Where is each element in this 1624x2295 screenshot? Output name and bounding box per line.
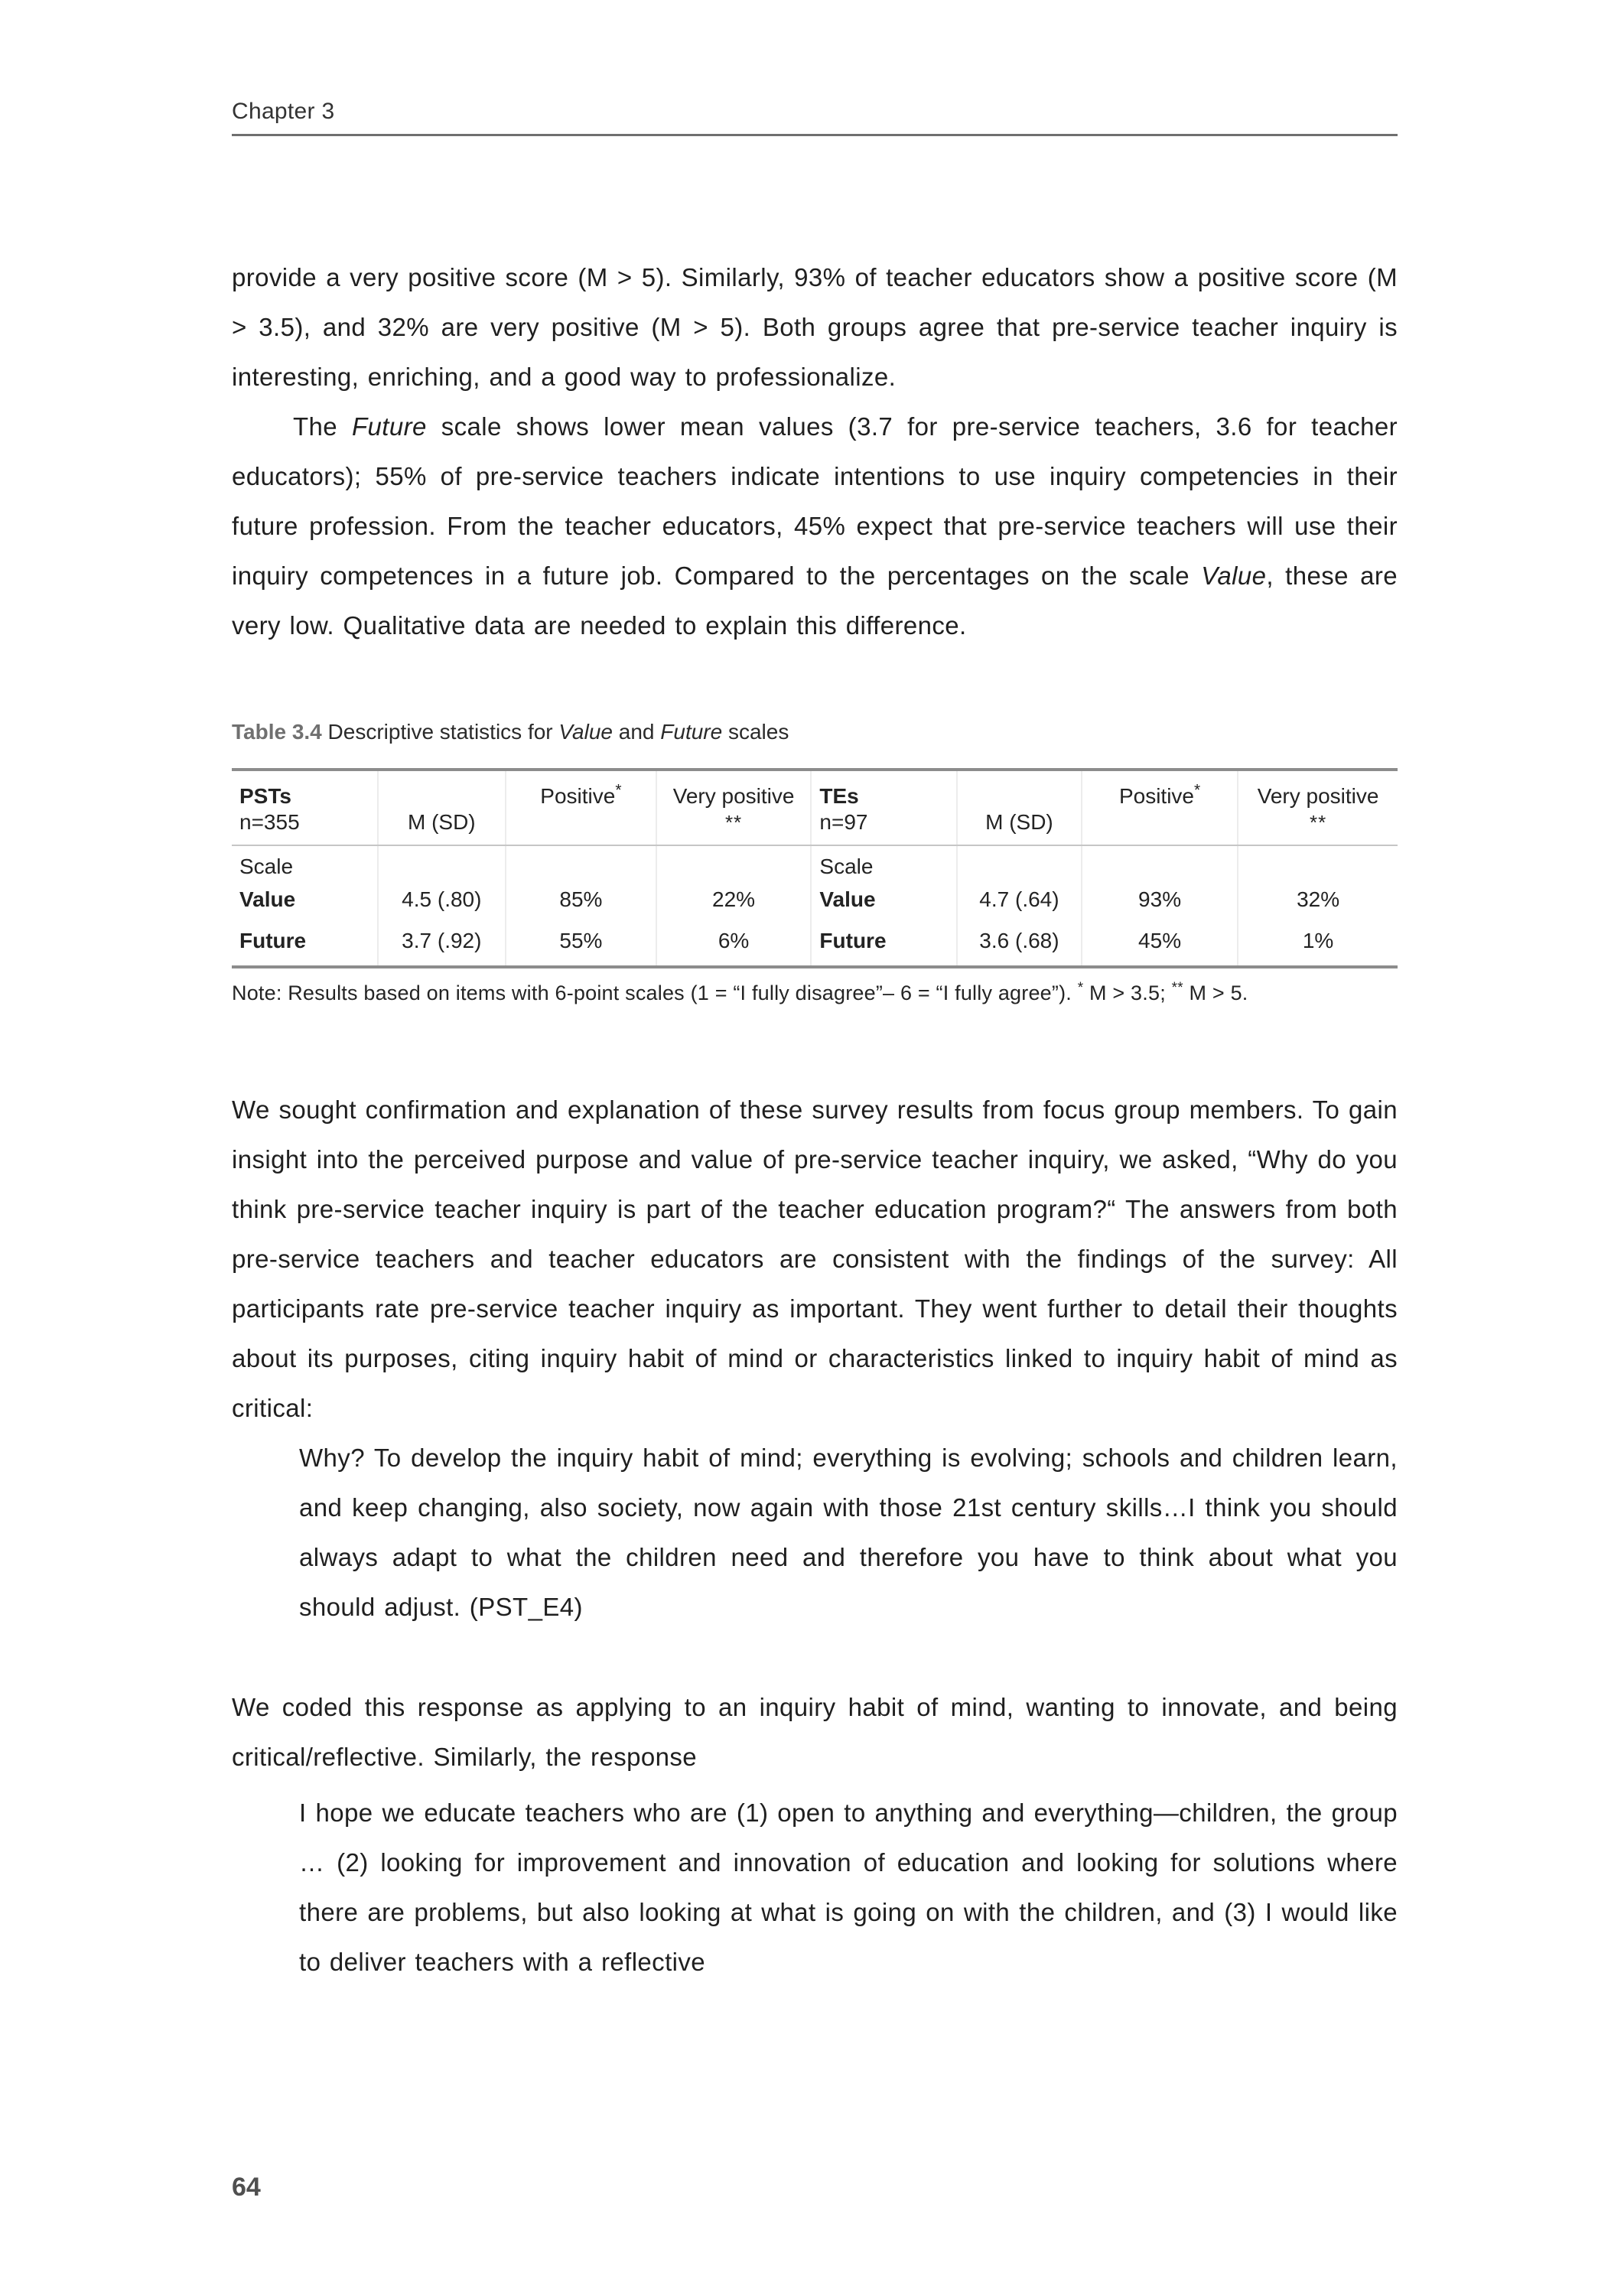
table-cell: 32%: [1238, 880, 1398, 921]
header-cell-positive: Positive*: [506, 770, 656, 809]
table-cell-empty: [1082, 845, 1238, 880]
header-cell-psts: PSTs: [239, 784, 291, 808]
table-row-scale: [232, 845, 1398, 880]
chapter-label: Chapter 3: [232, 99, 335, 124]
header-cell-n355: n=355: [232, 809, 378, 845]
scale-label: Scale: [811, 845, 957, 880]
table-row-value: [232, 880, 1398, 921]
table-cell: 22%: [656, 880, 812, 921]
descriptive-statistics-table: [232, 768, 1398, 968]
table-caption-text: scales: [722, 720, 789, 744]
table-header-row-2: [232, 809, 1398, 845]
italic-scale-name: Future: [352, 412, 427, 441]
header-cell-positive: Positive*: [1082, 770, 1238, 809]
row-label: Value: [811, 880, 957, 921]
table-cell: 3.7 (.92): [378, 921, 506, 967]
paragraph-text: provide a very positive score (M > 5). Similarly, 93% of teacher educators show a positive score (M > 3.5), and 32% are very positive (M > 5). Both groups agree that pre-service teacher inquiry is interesting, enriching, and a good way to professionalize.: [232, 263, 1398, 391]
paragraph-text: The: [293, 412, 352, 441]
block-quote-2: [299, 1788, 1398, 1987]
header-cell-empty: [378, 770, 506, 809]
quote-text: I hope we educate teachers who are (1) open to anything and everything—children, the group … (2) looking for improvement and innovation of education and looking for solutions where there are problems, but also looking at what is going on with the children, and (3) I would like to deliver teachers with a reflective: [299, 1799, 1398, 1976]
header-cell-n97: n=97: [811, 809, 957, 845]
table-cell: 1%: [1238, 921, 1398, 967]
table-cell-empty: [378, 845, 506, 880]
table-caption: [232, 718, 1398, 747]
text-column: [232, 0, 1398, 1987]
quote-text: Why? To develop the inquiry habit of mind; everything is evolving; schools and children learn, and keep changing, also society, now again with those 21st century skills…I think you should always adapt to what the children need and therefore you have to think about what you should adjust. (PST_E4): [299, 1444, 1398, 1621]
table-cell: 45%: [1082, 921, 1238, 967]
double-asterisk-superscript: **: [1171, 980, 1183, 996]
paragraph-text: We coded this response as applying to an inquiry habit of mind, wanting to innovate, and being critical/reflective. Similarly, the response: [232, 1693, 1398, 1771]
table-cell-empty: [506, 845, 656, 880]
page-number: 64: [232, 2173, 261, 2202]
block-quote-1: [299, 1433, 1398, 1632]
header-cell-very-positive: Very positive: [1238, 770, 1398, 809]
table-cell-empty: [957, 845, 1082, 880]
italic-scale-name: Value: [558, 720, 613, 744]
body-paragraph-4: [232, 1682, 1398, 1782]
row-label: Value: [239, 887, 296, 911]
double-asterisk-superscript: **: [656, 809, 812, 845]
row-label: Future: [811, 921, 957, 967]
header-cell-tes: TEs: [811, 770, 957, 809]
table-cell: 85%: [506, 880, 656, 921]
table-cell: 6%: [656, 921, 812, 967]
table-cell: 4.5 (.80): [378, 880, 506, 921]
asterisk-superscript: *: [1077, 980, 1084, 996]
table-header-row-1: [232, 770, 1398, 809]
header-cell-msd: M (SD): [378, 809, 506, 845]
table-cell: 93%: [1082, 880, 1238, 921]
body-paragraph-3: [232, 1085, 1398, 1433]
double-asterisk-superscript: **: [1238, 809, 1398, 845]
table-caption-text: and: [612, 720, 661, 744]
header-cell-empty: [957, 770, 1082, 809]
paragraph-text: scale shows lower mean values (3.7 for pre-service teachers, 3.6 for teacher educators); 55% of pre-service teachers indicate intentions to use inquiry competencies in their future profession. From the teacher educators, 45% expect that pre-service teachers will use their inquiry competences in a future job. Compared to the percentages on the scale: [232, 412, 1398, 590]
table-cell-empty: [656, 845, 812, 880]
table-note: [232, 978, 1398, 1008]
scale-label: Scale: [239, 855, 294, 878]
body-paragraph-1: [232, 252, 1398, 402]
table-row-future: [232, 921, 1398, 967]
table-cell: 3.6 (.68): [957, 921, 1082, 967]
italic-scale-name: Value: [1201, 562, 1267, 590]
asterisk-superscript: *: [615, 781, 622, 799]
note-text: Note: Results based on items with 6-point scales (1 = “I fully disagree”– 6 = “I fully agree”).: [232, 981, 1078, 1004]
paragraph-text: We sought confirmation and explanation of these survey results from focus group members. To gain insight into the perceived purpose and value of pre-service teacher inquiry, we asked, “Why do you think pre-service teacher inquiry is part of the teacher education program?“ The answers from both pre-service teachers and teacher educators are consistent with the findings of the survey: All participants rate pre-service teacher inquiry as important. They went further to detail their thoughts about its purposes, citing inquiry habit of mind or characteristics linked to inquiry habit of mind as critical:: [232, 1095, 1398, 1422]
body-paragraph-2: [232, 402, 1398, 650]
header-cell-msd: M (SD): [957, 809, 1082, 845]
table-cell: 4.7 (.64): [957, 880, 1082, 921]
header-cell-empty: [1082, 809, 1238, 845]
table-cell-empty: [1238, 845, 1398, 880]
table-cell: 55%: [506, 921, 656, 967]
note-text: M > 3.5;: [1083, 981, 1172, 1004]
italic-scale-name: Future: [660, 720, 723, 744]
running-head: [232, 0, 1398, 136]
table-caption-number: Table 3.4: [232, 720, 322, 744]
paragraph-text: , these are very low. Qualitative data are needed to explain this difference.: [232, 562, 1398, 640]
note-text: M > 5.: [1183, 981, 1248, 1004]
asterisk-superscript: *: [1194, 781, 1201, 799]
row-label: Future: [239, 929, 307, 952]
header-cell-empty: [506, 809, 656, 845]
header-cell-very-positive: Very positive: [656, 770, 812, 809]
table-caption-text: Descriptive statistics for: [321, 720, 559, 744]
